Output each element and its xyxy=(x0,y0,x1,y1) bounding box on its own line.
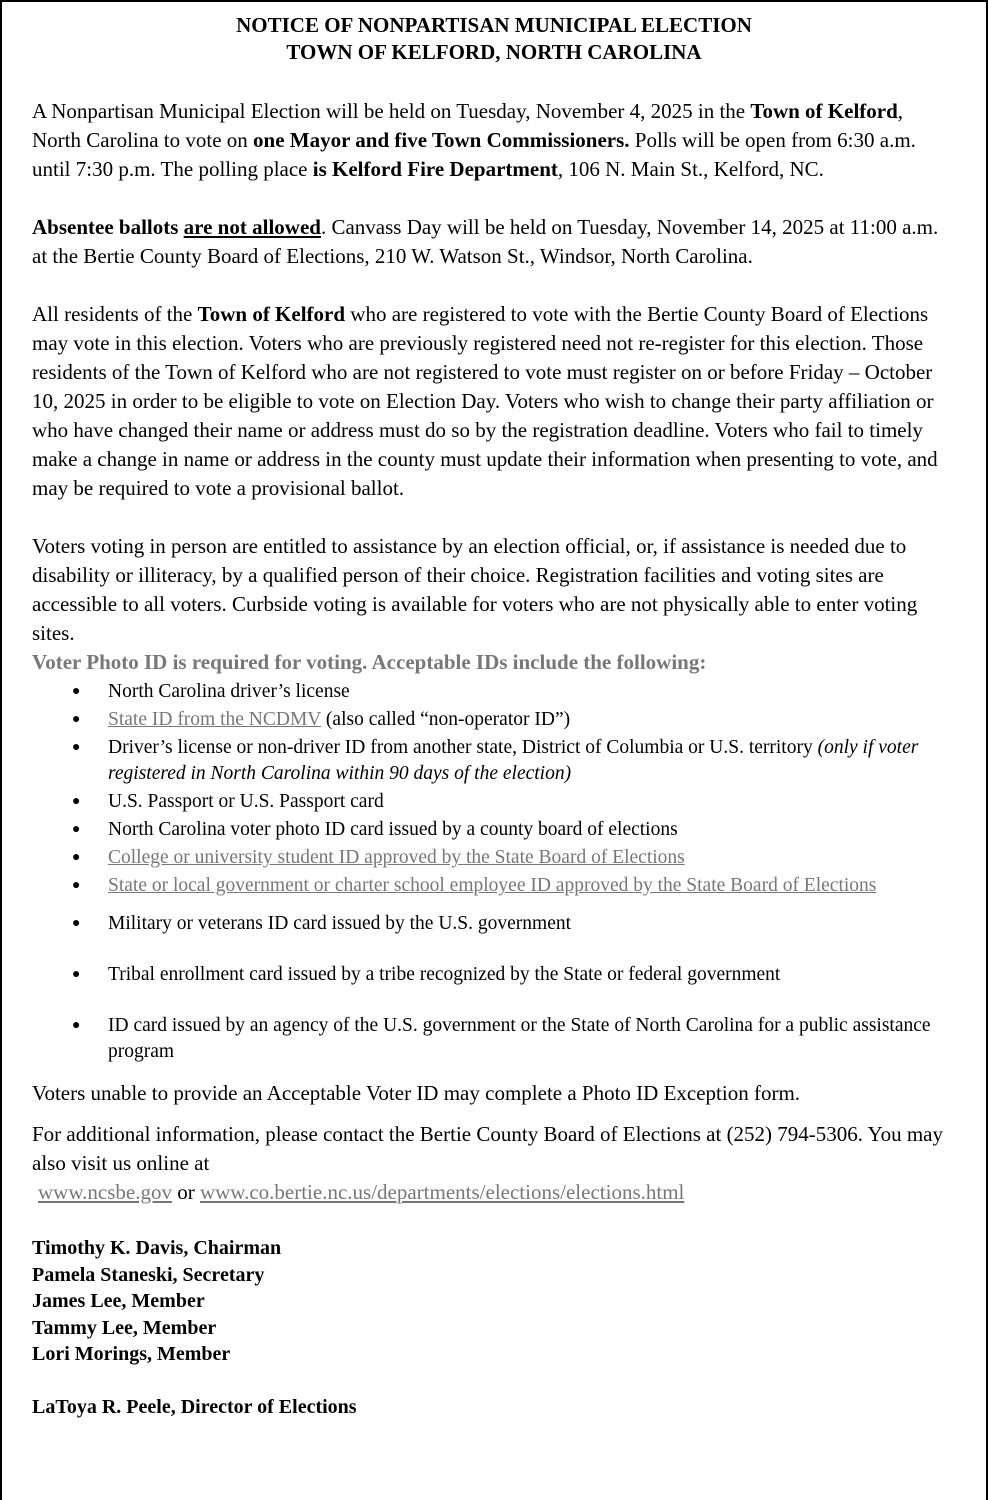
list-item: ● U.S. Passport or U.S. Passport card xyxy=(32,789,956,815)
bullet-icon: ● xyxy=(72,967,81,982)
bullet-icon: ● xyxy=(72,684,81,699)
list-item xyxy=(32,845,956,871)
exception-paragraph: Voters unable to provide an Acceptable Voter ID may complete a Photo ID Exception form. xyxy=(32,1081,801,1105)
list-item: ● North Carolina driver’s license xyxy=(32,679,956,705)
signer-name: James Lee, Member xyxy=(32,1290,205,1312)
bullet-icon: ● xyxy=(72,822,81,837)
bertie-elections-link[interactable]: www.co.bertie.nc.us/departments/elections/elections.html xyxy=(199,1180,685,1204)
student-id-link[interactable]: College or university student ID approved by the State Board of Elections xyxy=(108,847,685,868)
signer-name: Pamela Staneski, Secretary xyxy=(32,1263,265,1286)
bullet-icon: ● xyxy=(72,712,81,727)
employee-id-link[interactable]: State or local government or charter school employee ID approved by the State Board of Elections xyxy=(108,875,877,896)
bullet-icon: ● xyxy=(72,740,81,755)
notice-title: NOTICE OF NONPARTISAN MUNICIPAL ELECTION xyxy=(236,13,752,37)
website-links: www.ncsbe.gov or www.co.bertie.nc.us/departments/elections/elections.html xyxy=(38,1180,685,1204)
list-item: ● Military or veterans ID card issued by the U.S. government xyxy=(32,911,956,937)
bullet-icon: ● xyxy=(72,878,81,893)
signer-name: Lori Morings, Member xyxy=(32,1343,231,1365)
registration-paragraph: All residents of the Town of Kelford who are registered to vote with the Bertie County Board of Elections may vote in this election. Voters who are previously registered need not re-register for this election. Those residents of the Town of Kelford who are not registered to vote must register on or before Friday – October 10, 2025 in order to be eligible to vote on Election Day. Voters who wish to change their party affiliation or who have changed their name or address must do so by the registration deadline. Voters who fail to timely make a change in name or address in the county must update their information when presenting to vote, and may be required to vote a provisional ballot. xyxy=(32,302,938,500)
notice-subtitle: TOWN OF KELFORD, NORTH CAROLINA xyxy=(286,40,702,64)
bullet-icon: ● xyxy=(72,794,81,809)
bullet-icon: ● xyxy=(72,916,81,931)
ncsbe-link[interactable]: www.ncsbe.gov xyxy=(38,1180,172,1204)
contact-paragraph: For additional information, please contact the Bertie County Board of Elections at (252) 794-5306. You may also visit us online at xyxy=(32,1122,943,1175)
list-item: ● Tribal enrollment card issued by a tribe recognized by the State or federal government xyxy=(32,962,956,988)
list-item: ● ID card issued by an agency of the U.S. government or the State of North Carolina for a public assistance program xyxy=(72,1015,931,1062)
list-item: ● Driver’s license or non-driver ID from another state, District of Columbia or U.S. territory (only if voter registered in North Carolina within 90 days of the election) xyxy=(72,737,919,784)
list-item xyxy=(32,873,956,899)
ncdmv-id-link[interactable]: State ID from the NCDMV xyxy=(108,709,322,730)
list-item: ● State ID from the NCDMV (also called “non-operator ID”) xyxy=(32,707,956,733)
absentee-paragraph: Absentee ballots are not allowed. Canvass Day will be held on Tuesday, November 14, 2025 at 11:00 a.m. at the Bertie County Board of Elections, 210 W. Watson St., Windsor, North Carolina. xyxy=(32,215,939,268)
signer-name: Tammy Lee, Member xyxy=(32,1316,217,1339)
acceptable-id-list xyxy=(32,679,956,1065)
election-details-paragraph: A Nonpartisan Municipal Election will be held on Tuesday, November 4, 2025 in the Town of Kelford, North Carolina to vote on one Mayor and five Town Commissioners. Polls will be open from 6:30 a.m. until 7:30 p.m. The polling place is Kelford Fire Department, 106 N. Main St., Kelford, NC. xyxy=(32,99,916,181)
list-item: ● North Carolina voter photo ID card issued by a county board of elections xyxy=(32,817,956,843)
bullet-icon: ● xyxy=(72,850,81,865)
bullet-icon: ● xyxy=(72,1018,81,1033)
photo-id-heading: Voter Photo ID is required for voting. Acceptable IDs include the following: xyxy=(32,650,707,674)
signer-name: Timothy K. Davis, Chairman xyxy=(32,1237,282,1259)
board-members xyxy=(32,1235,956,1368)
assistance-paragraph: Voters voting in person are entitled to assistance by an election official, or, if assistance is needed due to disability or illiteracy, by a qualified person of their choice. Registration facilities and voting sites are accessible to all voters. Curbside voting is available for voters who are not physically able to enter voting sites. xyxy=(32,534,918,645)
director-signature: LaToya R. Peele, Director of Elections xyxy=(32,1395,357,1418)
